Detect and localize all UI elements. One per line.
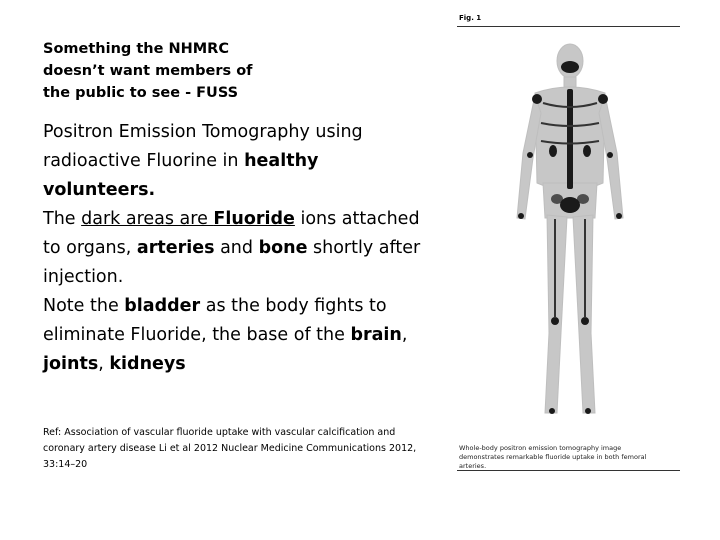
figure-caption: Whole-body positron emission tomography image demonstrates remarkable fluoride uptake in both femoral arteries.: [459, 444, 647, 470]
text-span: and: [214, 238, 259, 258]
title-line-1: Something the NHMRC: [43, 41, 229, 57]
bold-span: kidneys: [109, 354, 186, 374]
text-span: The: [43, 209, 82, 229]
paragraph-dark-areas: [43, 205, 423, 292]
text-span: ions attached to organs,: [43, 209, 420, 258]
text-span: ,: [401, 325, 408, 345]
underlined-span: dark areas are: [81, 209, 214, 229]
paragraph-bladder: [43, 292, 423, 379]
text-span: ,: [98, 354, 110, 374]
whole-body-pet-image: [495, 33, 645, 433]
title-line-3: the public to see - FUSS: [43, 85, 239, 101]
bold-span: bladder: [124, 296, 201, 316]
text-span: shortly after injection.: [43, 238, 421, 287]
slide-title: [43, 38, 373, 104]
figure-label: Fig. 1: [459, 14, 482, 22]
bold-span: arteries: [136, 238, 215, 258]
text-span: as the body fights to eliminate Fluoride, the base of the: [43, 296, 387, 345]
text-span: Positron Emission Tomography using radioactive Fluorine in: [43, 122, 363, 171]
underlined-bold-span: Fluoride: [213, 209, 295, 229]
bold-span: bone: [258, 238, 308, 258]
pet-scan-figure: [455, 8, 680, 478]
figure-bottom-rule: [457, 470, 680, 471]
reference-citation: Ref: Association of vascular fluoride uptake with vascular calcification and coronary artery disease Li et al 2012 Nuclear Medicine Communications 2012, 33:14–20: [43, 427, 417, 470]
bold-span: joints: [43, 354, 99, 374]
slide-body: [43, 118, 423, 379]
title-line-2: doesn’t want members of: [43, 63, 253, 79]
figure-top-rule: [457, 26, 680, 27]
text-span: Note the: [43, 296, 125, 316]
bold-span: brain: [350, 325, 402, 345]
paragraph-pet-description: [43, 118, 423, 205]
bold-span: healthy volunteers.: [43, 151, 319, 200]
